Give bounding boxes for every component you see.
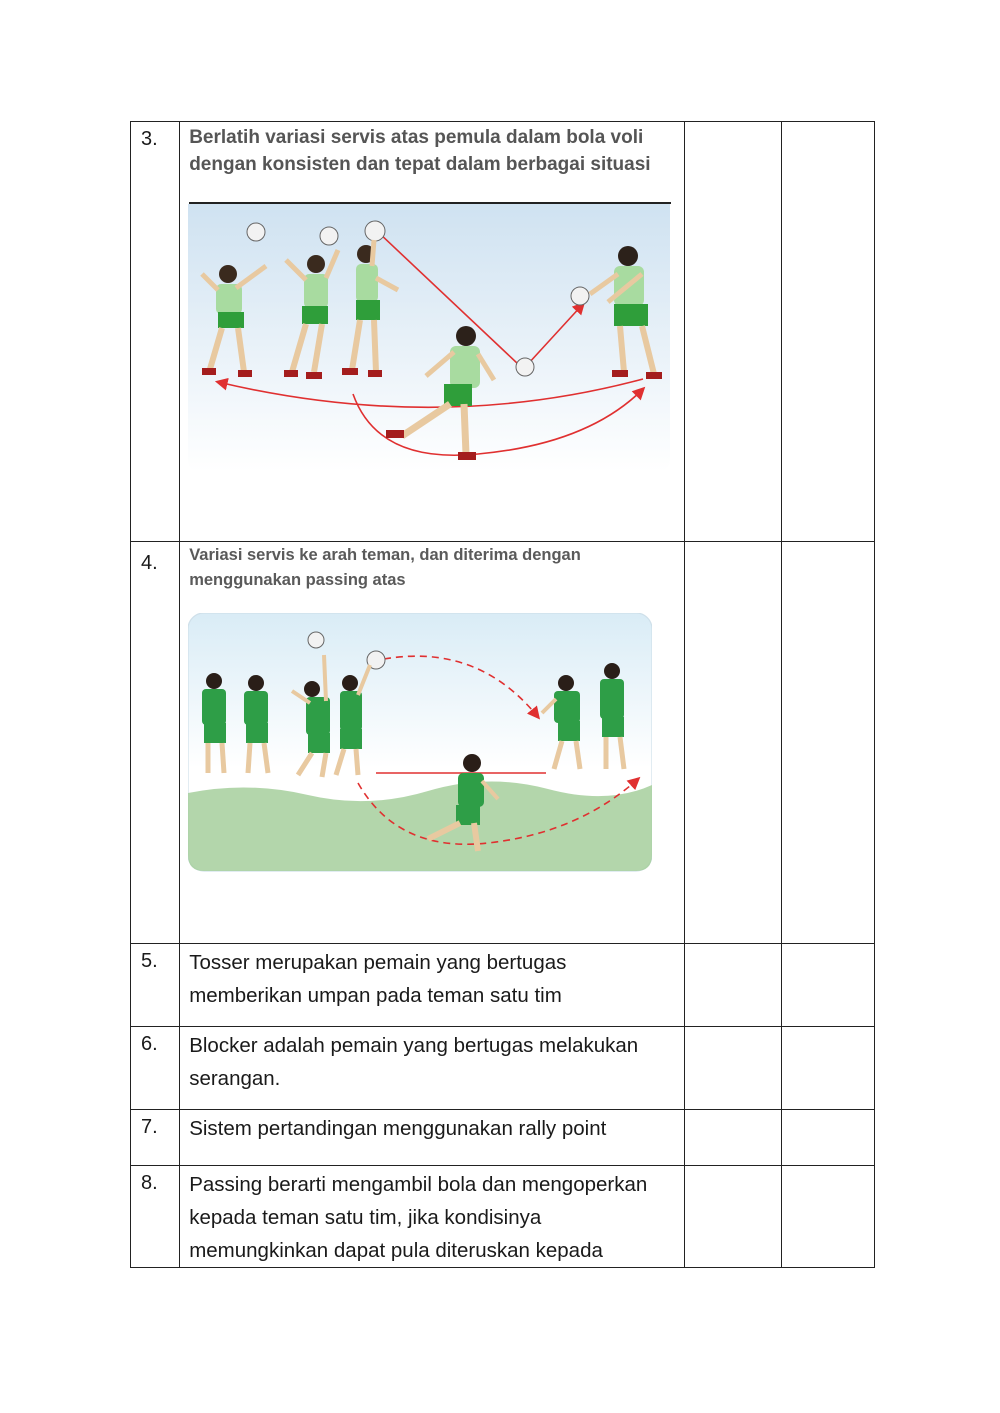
answer-cell-a[interactable] bbox=[685, 122, 781, 542]
table-row bbox=[131, 122, 875, 542]
overhead-serve-illustration bbox=[188, 204, 670, 474]
worksheet-table bbox=[130, 121, 875, 1268]
row-number: 4. bbox=[131, 542, 180, 944]
row-number: 8. bbox=[131, 1166, 180, 1268]
answer-cell-b[interactable] bbox=[781, 1110, 874, 1166]
table-row bbox=[131, 542, 875, 944]
answer-cell-a[interactable] bbox=[685, 1027, 781, 1110]
statement-text: Variasi servis ke arah teman, dan diterima dengan menggunakan passing atas bbox=[189, 546, 581, 589]
row-number: 3. bbox=[131, 122, 180, 542]
answer-cell-b[interactable] bbox=[781, 1027, 874, 1110]
row-number: 6. bbox=[131, 1027, 180, 1110]
row-number: 7. bbox=[131, 1110, 180, 1166]
answer-cell-a[interactable] bbox=[685, 1110, 781, 1166]
statement-cell bbox=[180, 122, 685, 542]
row-number: 5. bbox=[131, 944, 180, 1027]
table-row bbox=[131, 944, 875, 1027]
statement-text: Sistem pertandingan menggunakan rally point bbox=[180, 1110, 685, 1166]
answer-cell-a[interactable] bbox=[685, 542, 781, 944]
table-row bbox=[131, 1110, 875, 1166]
answer-cell-a[interactable] bbox=[685, 1166, 781, 1268]
table-row bbox=[131, 1027, 875, 1110]
statement-cell bbox=[180, 542, 685, 944]
answer-cell-b[interactable] bbox=[781, 1166, 874, 1268]
serve-pass-illustration bbox=[188, 613, 652, 873]
answer-cell-b[interactable] bbox=[781, 122, 874, 542]
answer-cell-a[interactable] bbox=[685, 944, 781, 1027]
statement-text: Passing berarti mengambil bola dan mengoperkan kepada teman satu tim, jika kondisinya memungkinkan dapat pula diteruskan kepada bbox=[180, 1166, 685, 1268]
statement-text: Tosser merupakan pemain yang bertugas memberikan umpan pada teman satu tim bbox=[180, 944, 685, 1027]
answer-cell-b[interactable] bbox=[781, 944, 874, 1027]
table-row bbox=[131, 1166, 875, 1268]
statement-text: Berlatih variasi servis atas pemula dalam bola voli dengan konsisten dan tepat dalam berbagai situasi bbox=[189, 127, 651, 175]
statement-text: Blocker adalah pemain yang bertugas melakukan serangan. bbox=[180, 1027, 685, 1110]
answer-cell-b[interactable] bbox=[781, 542, 874, 944]
